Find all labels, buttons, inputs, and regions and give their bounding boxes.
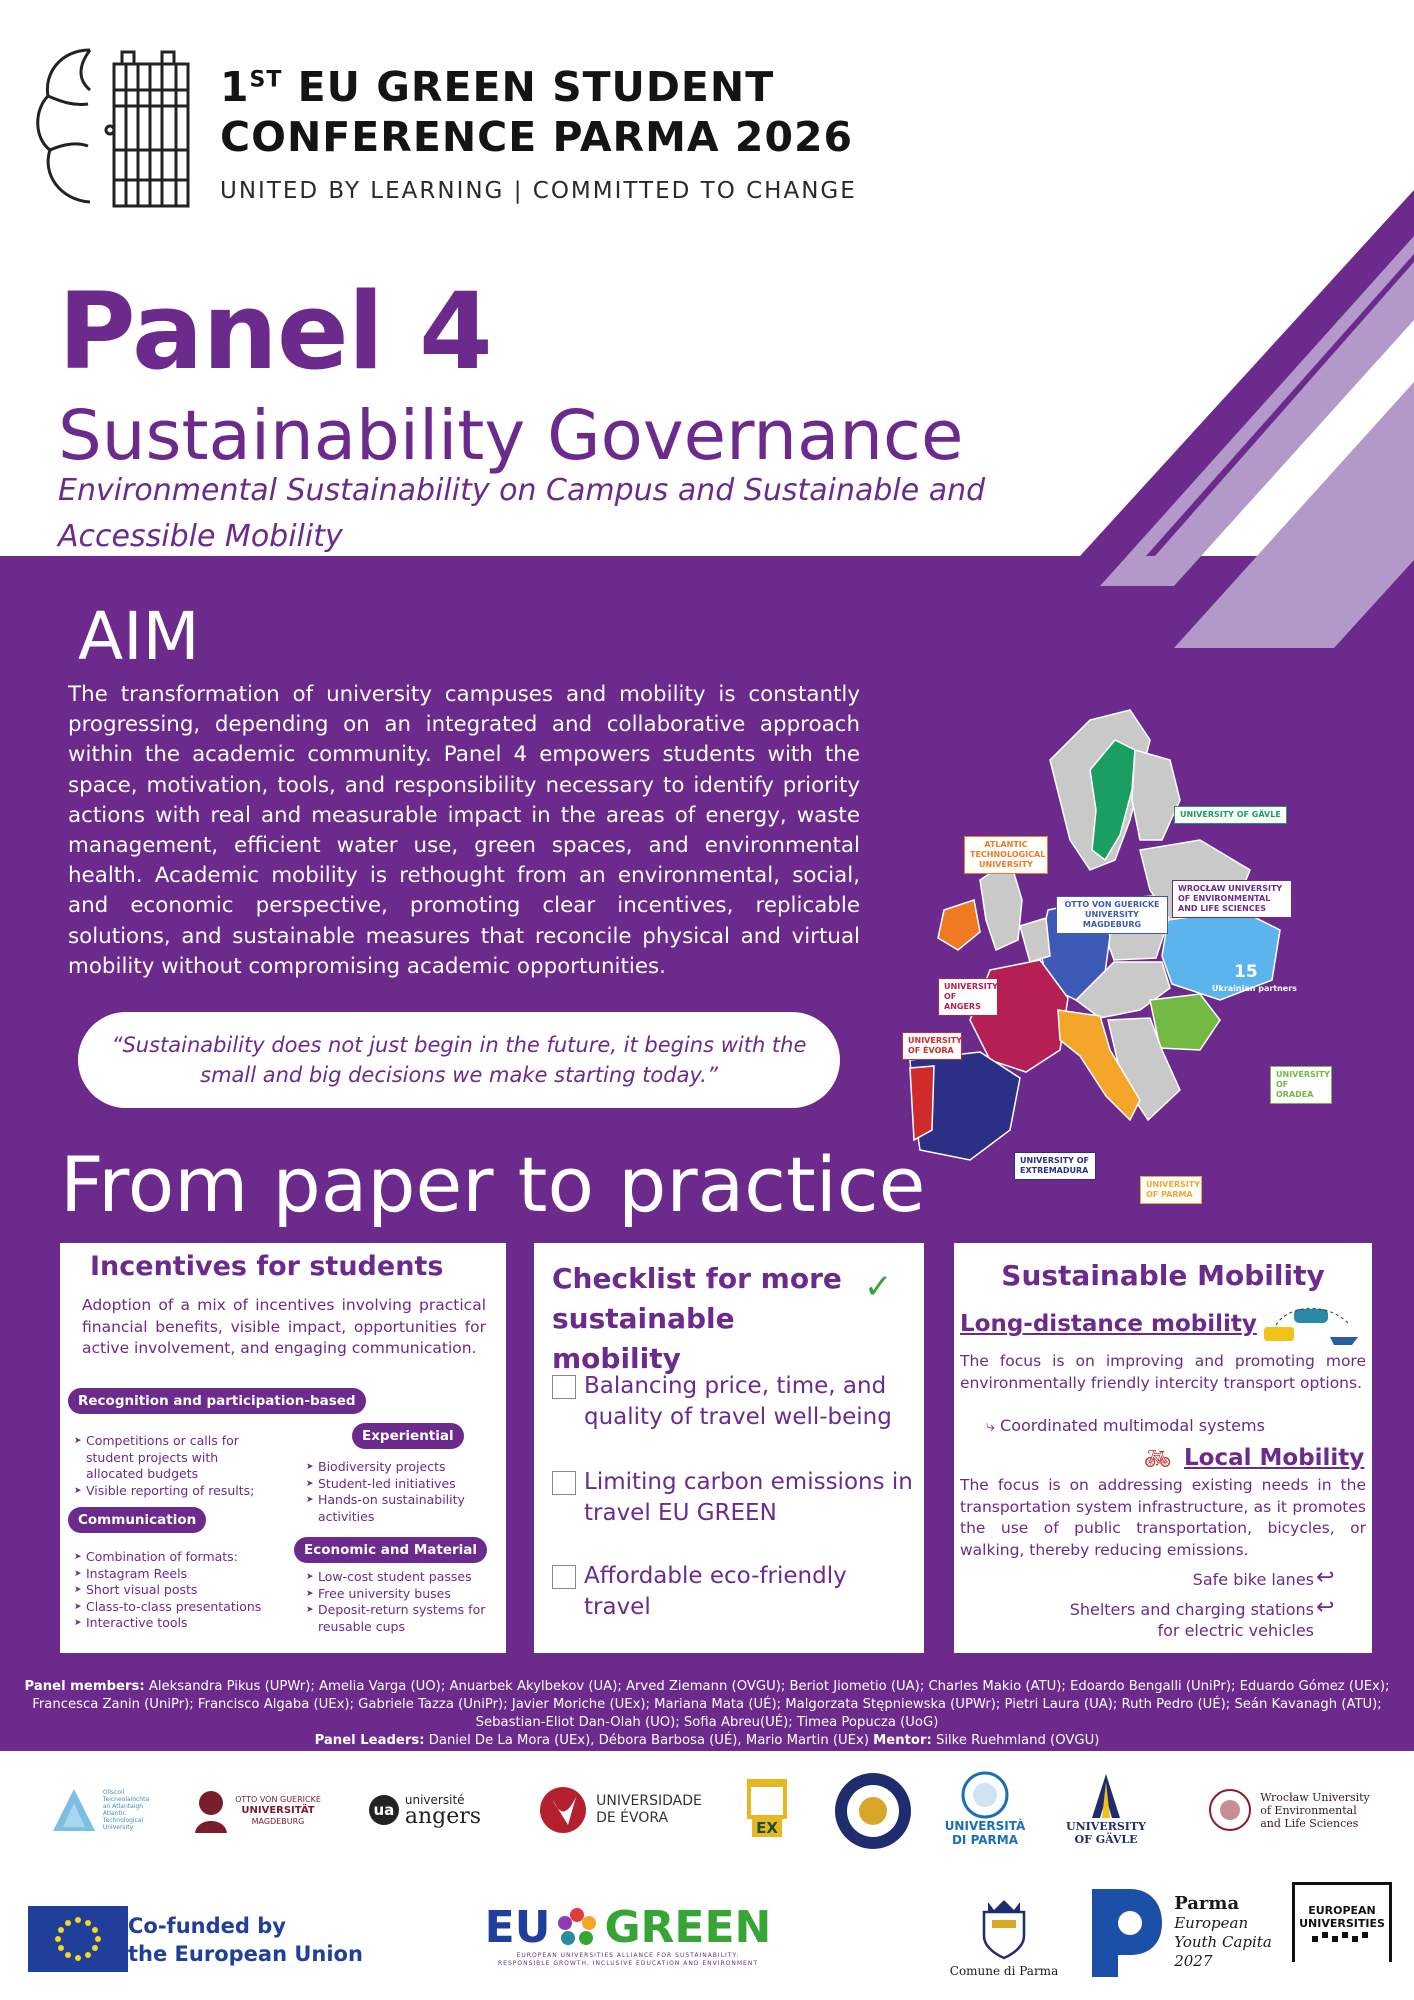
checklist-title: Checklist for more sustainable mobility bbox=[552, 1262, 842, 1375]
members-text bbox=[16, 1678, 1398, 1750]
logo-angers bbox=[350, 1786, 500, 1834]
label-magdeburg: OTTO VON GUERICKE UNIVERSITY MAGDEBURG bbox=[1056, 896, 1168, 934]
angers-line: université bbox=[404, 1793, 465, 1807]
checklist-item[interactable] bbox=[552, 1467, 914, 1529]
aim-body: The transformation of university campuses and mobility is constantly progressing, depending on an integrated and collaborative approach within the academic community. Panel 4 empowers students with the space, motivation, tools, and responsibility necessary to identify priority actions with real and measurable impact in the areas of energy, waste management, efficient water use, green spaces, and environmental health. Academic mobility is rethought from an environmental, social, and economic perspective, promoting clear incentives, replicable solutions, and sustainable measures that reconcile physical and virtual mobility without compromising academic opportunities. bbox=[68, 682, 860, 979]
eu-cofunded-text bbox=[128, 1912, 363, 1968]
eu-green-tag: RESPONSIBLE GROWTH, INCLUSIVE EDUCATION AND ENVIRONMENT bbox=[497, 1960, 759, 1967]
conference-tagline: UNITED BY LEARNING | COMMITTED TO CHANGE bbox=[220, 178, 857, 204]
recognition-list bbox=[74, 1433, 270, 1499]
comune-text: Comune di Parma bbox=[949, 1964, 1059, 1978]
label-extremadura: UNIVERSITY OF EXTREMADURA bbox=[1014, 1152, 1096, 1180]
logo-eu-green bbox=[484, 1886, 772, 1986]
incentives-title: Incentives for students bbox=[90, 1251, 444, 1282]
label-gavle: UNIVERSITY OF GÄVLE bbox=[1174, 806, 1287, 824]
recognition-item: ➤ Competitions or calls for student projects with allocated budgets bbox=[74, 1433, 270, 1483]
eu-green-wordmark bbox=[485, 1904, 772, 1952]
communication-list bbox=[74, 1549, 284, 1632]
angers-line: angers bbox=[404, 1804, 482, 1829]
comune-crest-icon bbox=[978, 1898, 1030, 1960]
magdeburg-line: OTTO VON GUERICKE bbox=[235, 1794, 321, 1804]
parma-university-line: UNIVERSITÀ bbox=[944, 1819, 1026, 1833]
logo-gavle bbox=[1058, 1764, 1154, 1854]
eu-stars-icon bbox=[28, 1906, 128, 1972]
return-arrow-icon: ↩ bbox=[1316, 1565, 1335, 1590]
pill-economic: Economic and Material bbox=[294, 1537, 487, 1563]
communication-item: ➤ Combination of formats: bbox=[74, 1549, 284, 1566]
aim-heading: AIM bbox=[78, 598, 200, 675]
checkbox-icon[interactable] bbox=[552, 1471, 576, 1495]
atu-line: an Atlantaigh bbox=[102, 1803, 144, 1810]
communication-item: ➤ Interactive tools bbox=[74, 1615, 284, 1632]
logo-oradea bbox=[830, 1768, 916, 1854]
leaders-label: Panel Leaders: bbox=[314, 1733, 425, 1748]
magdeburg-line: UNIVERSITÄT bbox=[241, 1804, 315, 1816]
communication-item: ➤ Instagram Reels bbox=[74, 1566, 284, 1583]
youth-capital-p-icon bbox=[1088, 1885, 1166, 1979]
magdeburg-line: MAGDEBURG bbox=[251, 1816, 305, 1826]
gavle-text bbox=[1066, 1820, 1146, 1846]
atu-line: Atlantic bbox=[102, 1810, 126, 1817]
incentives-text: Adoption of a mix of incentives involving practical financial benefits, visible impact, opportunities for active involvement, and engaging communication. bbox=[82, 1296, 486, 1357]
eu-green-tag: EUROPEAN UNIVERSITIES ALLIANCE FOR SUSTAINABILITY: bbox=[516, 1952, 740, 1959]
eu-flag-icon bbox=[28, 1906, 128, 1972]
youth-capital-line: 2027 bbox=[1174, 1952, 1213, 1970]
eu-univ-line: EUROPEAN bbox=[1308, 1903, 1376, 1917]
evora-line: DE ÉVORA bbox=[596, 1810, 669, 1826]
parma-university-text bbox=[945, 1819, 1026, 1847]
eu-line: the European Union bbox=[128, 1942, 363, 1966]
experiential-item: ➤ Student-led initiatives bbox=[306, 1476, 496, 1493]
economic-list bbox=[306, 1569, 502, 1635]
title-ordinal: 1 bbox=[220, 63, 250, 111]
experiential-item: ➤ Biodiversity projects bbox=[306, 1459, 496, 1476]
atu-text bbox=[103, 1789, 149, 1831]
eu-green-flower-icon bbox=[554, 1905, 600, 1951]
mentor-name: Silke Ruehmland (OVGU) bbox=[931, 1733, 1100, 1748]
checklist-card bbox=[534, 1243, 924, 1653]
atu-line: Technological bbox=[102, 1817, 144, 1824]
logo-atu bbox=[44, 1782, 154, 1838]
logo-magdeburg bbox=[176, 1784, 336, 1836]
logo-evora bbox=[528, 1780, 712, 1840]
long-distance-title: Long-distance mobility bbox=[960, 1311, 1257, 1337]
oradea-seal-icon bbox=[833, 1771, 913, 1851]
mobility-card bbox=[954, 1243, 1372, 1653]
atu-line: University bbox=[102, 1824, 134, 1831]
economic-item: ➤ Low-cost student passes bbox=[306, 1569, 502, 1586]
conference-title bbox=[220, 62, 853, 162]
checkbox-icon[interactable] bbox=[552, 1375, 576, 1399]
label-parma: UNIVERSITY OF PARMA bbox=[1140, 1176, 1202, 1204]
bicycle-icon: 🚲︎ bbox=[1144, 1447, 1172, 1472]
arrow-curve-icon: ⤷ bbox=[986, 1416, 1001, 1435]
eu-univ-line: UNIVERSITIES bbox=[1299, 1916, 1385, 1930]
logo-uex bbox=[732, 1766, 802, 1850]
gavle-line: UNIVERSITY bbox=[1066, 1820, 1146, 1833]
wroclaw-seal-icon bbox=[1208, 1788, 1252, 1832]
angers-ua-icon: ua bbox=[369, 1795, 399, 1825]
mobility-title: Sustainable Mobility bbox=[1001, 1259, 1325, 1292]
label-oradea: UNIVERSITY OF ORADEA bbox=[1270, 1066, 1332, 1104]
checklist-item[interactable] bbox=[552, 1371, 914, 1433]
title-line1: EU GREEN STUDENT bbox=[282, 63, 775, 111]
checklist-item-text: Affordable eco-friendly travel bbox=[584, 1563, 847, 1620]
recognition-item: ➤ Visible reporting of results; bbox=[74, 1483, 270, 1500]
europe-map-shape bbox=[900, 700, 1400, 1220]
uex-text: EX bbox=[752, 1819, 782, 1837]
local-mobility-text: The focus is on addressing existing needs in the transportation system infrastructure, as it promotes the use of public transportation, bicycles, or walking, thereby reducing emissions. bbox=[960, 1476, 1366, 1559]
magdeburg-text bbox=[235, 1794, 321, 1827]
return-arrow-icon: ↩ bbox=[1316, 1595, 1335, 1620]
leaders-list: Daniel De La Mora (UEx), Débora Barbosa (UÉ), Mario Martin (UEx) bbox=[424, 1733, 869, 1748]
label-angers: UNIVERSITY OF ANGERS bbox=[938, 978, 998, 1016]
evora-line: UNIVERSIDADE bbox=[596, 1793, 702, 1809]
europe-map bbox=[900, 700, 1400, 1220]
members-label: Panel members: bbox=[24, 1679, 145, 1694]
evora-text bbox=[596, 1793, 702, 1827]
economic-item: ➤ Free university buses bbox=[306, 1586, 502, 1603]
local-point2 bbox=[1014, 1599, 1314, 1641]
youth-capital-text bbox=[1174, 1893, 1272, 1971]
transport-icon bbox=[1258, 1303, 1364, 1349]
label-atlantic: ATLANTIC TECHNOLOGICAL UNIVERSITY bbox=[964, 836, 1048, 874]
long-point bbox=[986, 1415, 1265, 1436]
eu-green-green: GREEN bbox=[604, 1902, 772, 1953]
pill-experiential: Experiential bbox=[352, 1423, 464, 1449]
atu-line: Ollscoil bbox=[102, 1789, 125, 1796]
local-point1: Safe bike lanes bbox=[1192, 1570, 1314, 1589]
checklist-item-text: Limiting carbon emissions in travel EU GREEN bbox=[584, 1469, 913, 1526]
incentives-card bbox=[60, 1243, 506, 1653]
mentor-label: Mentor: bbox=[873, 1733, 932, 1748]
quote-bubble bbox=[78, 1012, 840, 1108]
logo-european-universities bbox=[1292, 1882, 1392, 1962]
atu-line: Teicneolaíochta bbox=[102, 1796, 150, 1803]
wroclaw-line: of Environmental bbox=[1260, 1803, 1357, 1817]
youth-capital-line: Youth Capita bbox=[1174, 1933, 1272, 1951]
long-point-text: Coordinated multimodal systems bbox=[1000, 1416, 1265, 1435]
uex-column-icon bbox=[747, 1779, 787, 1819]
eu-green-eu: EU bbox=[484, 1902, 551, 1953]
eu-univ-text bbox=[1299, 1904, 1385, 1930]
conference-logo-icon bbox=[30, 40, 196, 216]
checkmark-icon: ✓ bbox=[864, 1267, 893, 1307]
label-ukraine-count: 15 bbox=[1234, 962, 1258, 982]
eu-line: Co-funded by bbox=[128, 1914, 286, 1938]
quote-text: “Sustainability does not just begin in the future, it begins with the small and big decisions we make starting today.” bbox=[111, 1033, 807, 1087]
communication-item: ➤ Short visual posts bbox=[74, 1582, 284, 1599]
angers-text bbox=[405, 1793, 481, 1827]
evora-icon bbox=[538, 1785, 588, 1835]
local-point2-a: Shelters and charging stations bbox=[1069, 1600, 1314, 1619]
communication-item: ➤ Class-to-class presentations bbox=[74, 1599, 284, 1616]
title-line2: CONFERENCE PARMA 2026 bbox=[220, 113, 854, 161]
youth-capital-city: Parma bbox=[1174, 1893, 1240, 1914]
panel-topic: Environmental Sustainability on Campus and Sustainable and Accessible Mobility bbox=[58, 473, 986, 554]
pill-recognition: Recognition and participation-based bbox=[68, 1388, 366, 1414]
eu-green-tagline bbox=[498, 1952, 758, 1968]
gavle-line: OF GÄVLE bbox=[1074, 1833, 1138, 1846]
pill-communication: Communication bbox=[68, 1507, 206, 1533]
checklist-item-text: Balancing price, time, and quality of travel well-being bbox=[584, 1373, 892, 1430]
wroclaw-text bbox=[1260, 1791, 1370, 1830]
logo-youth-capital bbox=[1080, 1876, 1280, 1988]
long-distance-text: The focus is on improving and promoting more environmentally friendly intercity transport options. bbox=[960, 1352, 1366, 1392]
wroclaw-line: Wrocław University bbox=[1260, 1790, 1370, 1804]
checkbox-icon[interactable] bbox=[552, 1565, 576, 1589]
youth-capital-line: European bbox=[1174, 1914, 1249, 1932]
panel-subtitle: Sustainability Governance bbox=[58, 396, 964, 476]
label-evora: UNIVERSITY OF ÉVORA bbox=[902, 1032, 962, 1060]
gavle-icon bbox=[1086, 1772, 1126, 1820]
logo-parma-university bbox=[940, 1764, 1030, 1854]
practice-heading: From paper to practice bbox=[60, 1140, 926, 1229]
economic-item: ➤ Deposit-return systems for reusable cups bbox=[306, 1602, 502, 1635]
label-ukraine-text: Ukrainian partners bbox=[1212, 984, 1297, 993]
checklist-item[interactable] bbox=[552, 1561, 914, 1623]
eu-univ-pattern-icon bbox=[1312, 1930, 1372, 1944]
label-wroclaw: WROCŁAW UNIVERSITY OF ENVIRONMENTAL AND LIFE SCIENCES bbox=[1172, 880, 1292, 918]
magdeburg-portrait-icon bbox=[191, 1787, 231, 1833]
title-ordinal-sup: ST bbox=[249, 67, 283, 93]
wroclaw-line: and Life Sciences bbox=[1260, 1816, 1359, 1830]
logo-comune-parma bbox=[946, 1888, 1062, 1988]
experiential-list bbox=[306, 1459, 496, 1525]
logo-wroclaw bbox=[1184, 1784, 1394, 1836]
panel-title: Panel 4 bbox=[58, 270, 492, 393]
atu-icon bbox=[49, 1785, 99, 1835]
experiential-item: ➤ Hands-on sustainability activities bbox=[306, 1492, 496, 1525]
members-list: Aleksandra Pikus (UPWr); Amelia Varga (UO); Anuarbek Akylbekov (UA); Arved Ziemann (OVGU); Beriot Jiometio (UA); Charles Makio (ATU); Edoardo Bengalli (UniPr); Eduardo Gómez (UEx); Francesca Zanin (UniPr); Francisco Algaba (UEx); Gabriele Tazza (UniPr); Javier Moriche (UEx); Mariana Mata (UÉ); Malgorzata Stępniewska (UPWr); Pietri Laura (UA); Ruth Pedro (UÉ); Seán Kavanagh (ATU); Sebastian-Eliot Dan-Olah (UO); Sofia Abreu(UÉ); Timea Popucza (UoG) bbox=[32, 1679, 1390, 1730]
parma-seal-icon bbox=[961, 1771, 1009, 1819]
parma-university-line: DI PARMA bbox=[951, 1833, 1019, 1847]
local-point2-b: for electric vehicles bbox=[1157, 1621, 1314, 1640]
local-mobility-title: Local Mobility bbox=[1184, 1445, 1365, 1471]
